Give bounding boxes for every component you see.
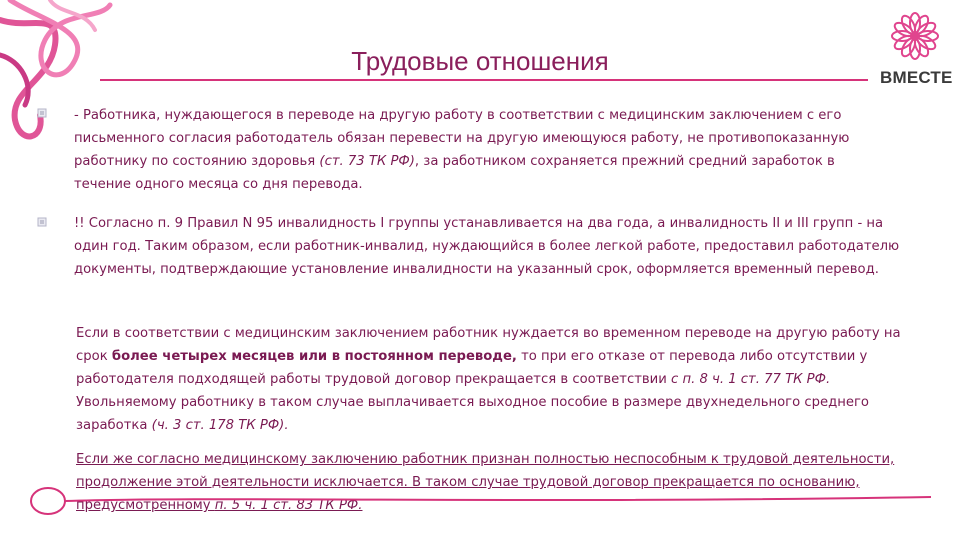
p1-text: - Работника, нуждающегося в переводе на другую работу в соответствии с медицинским заключением с его письменного согласия работодатель обязан перевести на другую имеющуюся работу, не противопоказанную работнику по состоянию здоровья bbox=[74, 108, 850, 169]
bullet-icon bbox=[37, 217, 47, 227]
title-underline bbox=[100, 79, 868, 81]
p3-reference-1: с п. 8 ч. 1 ст. 77 ТК РФ. bbox=[671, 372, 831, 387]
p1-text-end: , за работником сохраняется прежний средний заработок в течение одного месяца со дня перевода. bbox=[74, 154, 835, 192]
p2-text: !! Согласно п. 9 Правил N 95 инвалидность I группы устанавливается на два года, а инвалидность II и III групп - на один год. Таким образом, если работник-инвалид, нуждающийся в более легкой работе, предоставил работодателю документы, подтверждающие установление инвалидности на указанный срок, оформляется временный перевод. bbox=[74, 216, 900, 277]
bullet-icon bbox=[37, 108, 47, 118]
flower-logo-icon bbox=[891, 10, 939, 62]
p3-text: Если в соответствии с медицинским заключением работник нуждается во временном переводе на другую работу на срок bbox=[76, 326, 901, 364]
p3-text-mid: то при его отказе от перевода либо отсутствии у работодателя подходящей работы трудовой договор прекращается в соответствии bbox=[76, 349, 868, 387]
bottom-decoration bbox=[26, 484, 936, 518]
p3-text-end: Увольняемому работнику в таком случае выплачивается выходное пособие в размере двухнедельного среднего заработка bbox=[76, 395, 869, 433]
paragraph-2 bbox=[74, 212, 904, 281]
p4-text: Если же согласно медицинскому заключению работник признан полностью неспособным к трудовой деятельности, продолжение этой деятельности исключается. В таком случае трудовой договор прекращается по основанию, предусмотренному bbox=[76, 452, 895, 513]
page-title: Трудовые отношения bbox=[351, 46, 609, 76]
paragraph-1 bbox=[74, 104, 894, 196]
paragraph-3 bbox=[76, 322, 926, 437]
logo-text: ВМЕСТЕ bbox=[880, 68, 953, 87]
p4-reference: п. 5 ч. 1 ст. 83 ТК РФ. bbox=[214, 498, 363, 513]
p3-reference-2: (ч. 3 ст. 178 ТК РФ). bbox=[151, 418, 289, 433]
logo bbox=[880, 10, 953, 90]
p1-reference: (ст. 73 ТК РФ) bbox=[319, 154, 415, 169]
p3-bold-text: более четырех месяцев или в постоянном переводе, bbox=[111, 349, 517, 364]
